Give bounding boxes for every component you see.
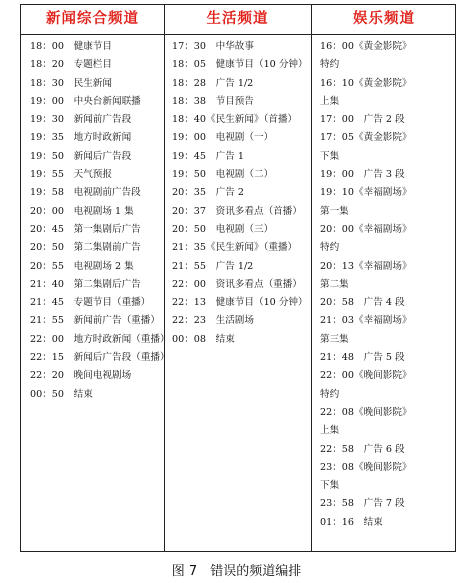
schedule-entry: 上集 <box>320 425 340 437</box>
schedule-entry: 21：45 专题节目（重播） <box>30 297 151 309</box>
schedule-entry: 20：13《幸福剧场》 <box>320 260 412 272</box>
schedule-entry: 特约 <box>320 242 340 254</box>
schedule-entry: 19：30 新闻前广告段 <box>30 114 132 126</box>
schedule-entry: 19：00 广告 3 段 <box>320 169 405 181</box>
schedule-entry: 23：58 广告 7 段 <box>320 498 405 510</box>
schedule-entry: 下集 <box>320 480 340 492</box>
schedule-entry: 00：50 结束 <box>30 388 93 400</box>
schedule-entry: 上集 <box>320 95 340 107</box>
schedule-entry: 01：16 结束 <box>320 516 383 528</box>
schedule-entry: 特约 <box>320 59 340 71</box>
column-title-entertainment: 娱乐频道 <box>353 11 415 27</box>
schedule-entry: 下集 <box>320 150 340 162</box>
schedule-entry: 19：00 中央台新闻联播 <box>30 95 141 107</box>
schedule-entry: 19：00 电视剧（一） <box>172 132 274 144</box>
column-divider <box>311 5 312 551</box>
schedule-entry: 20：50 第二集剧前广告 <box>30 242 141 254</box>
schedule-entry: 20：55 电视剧场 2 集 <box>30 260 134 272</box>
figure-caption: 图 7 错误的频道编排 <box>171 564 302 579</box>
schedule-entry: 21：55 广告 1/2 <box>172 260 254 272</box>
schedule-entry: 19：10《幸福剧场》 <box>320 187 412 199</box>
schedule-entry: 22：20 晚间电视剧场 <box>30 370 132 382</box>
schedule-entry: 18：05 健康节目（10 分钟） <box>172 59 308 71</box>
schedule-entry: 19：58 电视剧前广告段 <box>30 187 141 199</box>
schedule-entry: 22：00 地方时政新闻（重播） <box>30 333 170 345</box>
schedule-entry: 22：08《晚间影院》 <box>320 406 412 418</box>
schedule-entry: 19：55 天气预报 <box>30 169 112 181</box>
schedule-entry: 20：00 电视剧场 1 集 <box>30 205 134 217</box>
schedule-entry: 20：35 广告 2 <box>172 187 244 199</box>
schedule-entry: 18：20 专题栏目 <box>30 59 112 71</box>
schedule-table <box>20 4 456 552</box>
schedule-entry: 20：58 广告 4 段 <box>320 297 405 309</box>
schedule-entry: 第二集 <box>320 278 349 290</box>
schedule-entry: 20：00《幸福剧场》 <box>320 223 412 235</box>
schedule-entry: 20：45 第一集剧后广告 <box>30 223 141 235</box>
schedule-entry: 第一集 <box>320 205 349 217</box>
schedule-entry: 第三集 <box>320 333 349 345</box>
schedule-entry: 19：50 电视剧（二） <box>172 169 274 181</box>
entertainment-channel-column <box>320 38 412 532</box>
schedule-entry: 22：15 新闻后广告段（重播） <box>30 352 170 364</box>
schedule-entry: 20：50 电视剧（三） <box>172 223 274 235</box>
schedule-entry: 19：50 新闻后广告段 <box>30 150 132 162</box>
schedule-entry: 16：00《黄金影院》 <box>320 41 412 52</box>
news-channel-column <box>30 38 170 404</box>
schedule-entry: 17：00 广告 2 段 <box>320 114 405 126</box>
column-title-news: 新闻综合频道 <box>46 11 139 27</box>
schedule-entry: 18：28 广告 1/2 <box>172 77 254 89</box>
schedule-entry: 特约 <box>320 388 340 400</box>
schedule-entry: 21：03《幸福剧场》 <box>320 315 412 327</box>
schedule-entry: 22：00《晚间影院》 <box>320 370 412 382</box>
schedule-entry: 18：30 民生新闻 <box>30 77 112 89</box>
life-channel-column <box>172 38 308 349</box>
schedule-entry: 22：13 健康节目（10 分钟） <box>172 297 308 309</box>
schedule-entry: 17：30 中华故事 <box>172 41 254 52</box>
schedule-entry: 21：48 广告 5 段 <box>320 352 405 364</box>
schedule-entry: 21：35《民生新闻》（重播） <box>172 242 298 254</box>
schedule-entry: 21：55 新闻前广告（重播） <box>30 315 160 327</box>
schedule-entry: 00：08 结束 <box>172 333 235 345</box>
schedule-entry: 18：00 健康节目 <box>30 41 112 52</box>
schedule-entry: 22：58 广告 6 段 <box>320 443 405 455</box>
schedule-entry: 21：40 第二集剧后广告 <box>30 278 141 290</box>
schedule-entry: 17：05《黄金影院》 <box>320 132 412 144</box>
schedule-entry: 22：00 资讯多看点（重播） <box>172 278 302 290</box>
column-title-life: 生活频道 <box>206 11 269 27</box>
schedule-entry: 18：40《民生新闻》（首播） <box>172 114 298 126</box>
schedule-entry: 19：45 广告 1 <box>172 150 244 162</box>
schedule-entry: 19：35 地方时政新闻 <box>30 132 132 144</box>
schedule-entry: 20：37 资讯多看点（首播） <box>172 205 302 217</box>
schedule-entry: 22：23 生活剧场 <box>172 315 254 327</box>
schedule-entry: 23：08《晚间影院》 <box>320 461 412 473</box>
schedule-entry: 18：38 节目预告 <box>172 95 254 107</box>
schedule-entry: 16：10《黄金影院》 <box>320 77 412 89</box>
